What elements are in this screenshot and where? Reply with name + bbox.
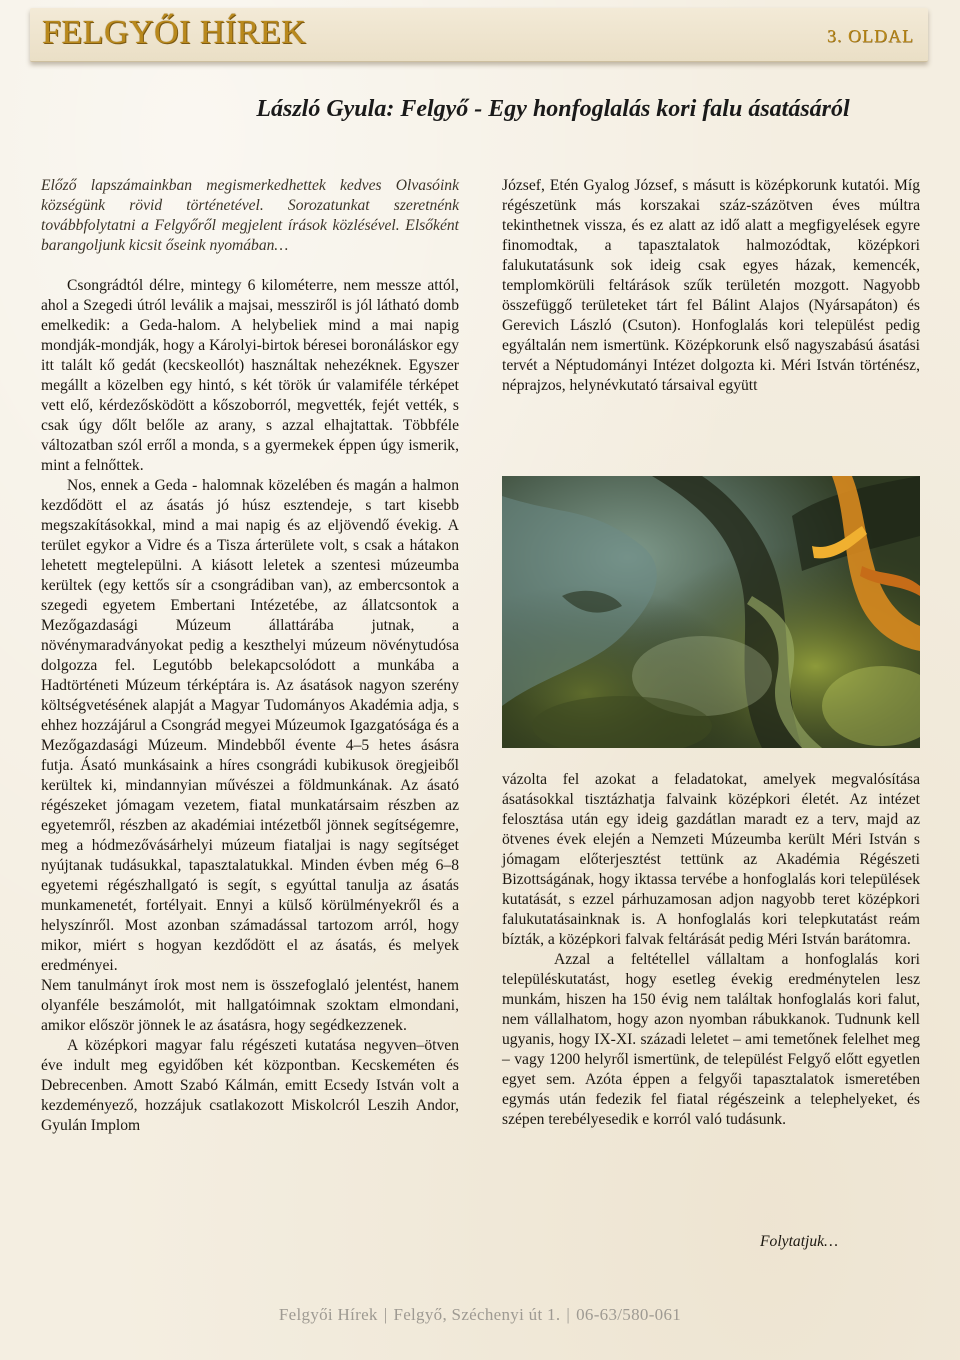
footer-phone: 06-63/580-061 [576, 1305, 682, 1324]
right-column-top [502, 176, 920, 396]
paragraph-5: József, Etén Gyalog József, s másutt is középkorunk kutatói. Míg régészetünk más korszakai száz-százötven éves múltra tekinthetnek vissza, és ez alatt az idő alatt a megfigyelések egyre finomodtak, a tapasztalatok halmozódtak, középkori falukutatásunk sok ideig csak egyes házak, kemencék, templomkörüli feltárások szűk területén mozgott. Nagyobb összefüggő területeket tárt fel Bálint Alajos (Nyársapáton) és Gerevich László (Csuton). Honfoglalás kori települést pedig egyáltalán nem ismertünk. Középkorunk első nagyszabású ásatási tervét a Néptudományi Intézet dolgozta ki. Méri István történész, néprajzos, helynévkutató társaival együtt [502, 177, 920, 394]
continued-note: Folytatjuk… [760, 1233, 838, 1250]
paragraph-1: Csongrádtól délre, mintegy 6 kilométerre, nem messze attól, ahol a Szegedi útról leválik a majsai, messziről is jól látható domb emelkedik: a Geda-halom. A helybeliek mind a mai napig mondják-mondják, hogy a Károlyi-birtok béresei boronáláskor egy itt talált kő gedát (kecskeollót) használtak nehezéknek. Egyszer megállt a közelben egy hintó, s két török úr valamiféle térképet vett elő, kérdezősködött a kőszoborról, megvették, fejét vették, s csak úgy dőlt belőle az arany, s azzal elhajtattak. Többféle változatban szól erről a monda, s a gyermekek éppen úgy ismerik, mint a felnőttek. [41, 277, 459, 474]
footer-address: Felgyő, Széchenyi út 1. [393, 1305, 561, 1324]
page-footer [0, 1305, 960, 1325]
intro-text: Előző lapszámainkban megismerkedhettek kedves Olvasóink községünk rövid történetével. Sorozatunkat szeretnénk továbbfolytatni a Felgyőről megjelent írások közlésével. Elsőként barangoljunk kicsit őseink nyomában… [41, 177, 459, 254]
left-column [41, 176, 459, 1136]
paragraph-7: Azzal a feltétellel vállaltam a honfoglalás kori településkutatást, hogy esetleg évekig eredménytelen lesz munkám, hiszen ha 150 évig nem találtak honfoglalás kori falut, nem vállalhatom, hogy azon nyomban rábukkanok. Tudnunk kell ugyanis, hogy IX-XI. századi leletet – ami temetőnek felelhet meg – vagy 1200 helyről ismertünk, de települést Felgyő előtt egyetlen egyet sem. Azóta éppen a felgyői tapasztalatok ismeretében egymás után fedezik fel fiatal régészeink a telephelyeket, és szépen terebélyesedik e korról való tudásunk. [502, 951, 920, 1128]
right-column-bottom [502, 770, 920, 1130]
paragraph-2: Nos, ennek a Geda - halomnak közelében és magán a halmon kezdődött el az ásatás jó húsz esztendeje, s tart kisebb megszakításokkal, mind a mai napig és az eljövendő évekig. A terület egykor a Vidre és a Tisza árterülete volt, s csak a hátakon lehetett megtelepülni. A kiásott leletek a szentesi múzeumba kerültek (egy kettős sír a csongrádiban van), az embercsontok a szegedi egyetem Embertani Intézetébe, az állatcsontok a Mezőgazdasági Múzeum állattárába jutnak, a növénymaradványokat pedig a keszthelyi múzeum növénytudósa dolgozza fel. Legutóbb belekapcsolódott a munkába a Hadtörténeti Múzeum térképtára is. Az ásatások nagyon szerény költségvetésének alapját a Magyar Tudományos Akadémia adja, s ehhez hozzájárul a Csongrád megyei Múzeumok Igazgatósága és a Mezőgazdasági Múzeum. Mindebből évente 4–5 hetes ásásra futja. Ásató munkásaink a híres csongrádi kubikusok öregjeiből kerültek ki, mindannyian művészei a földmunkának. Az ásató régészeket jómagam vezetem, fiatal munkatársaim részben az egyetemről, részben az akadémiai intézetből jönnek segítségemre, meg a hódmezővásárhelyi múzeum fiataljai is nagy segítséget nyújtanak tudásukkal, tapasztalatukkal. Minden évben még 6–8 egyetemi régészhallgató is segít, s egyúttal tanulja az ásatás munkamenetét, fortélyait. Ennyi a külső körülményekről és a helyszínről. Most azonban számadással tartozom arról, hogy mikor, miért s hogyan kezdődött el az ásatás, és melyek eredményei. [41, 477, 459, 974]
page-number: 3. OLDAL [827, 26, 914, 46]
painting-illustration [502, 476, 920, 748]
footer-publication: Felgyői Hírek [278, 1305, 378, 1324]
publication-title: FELGYŐI HÍREK [42, 14, 307, 51]
paragraph-6: vázolta fel azokat a feladatokat, amelyek megvalósítása ásatásokkal tisztázhatja falvaink középkori életét. Az intézet felosztása után egy ideig gazdátlan maradt ez a terv, majd az ötvenes évek elején a Nemzeti Múzeumba került Méri István s jómagam előterjesztést tettünk az Akadémia Régészeti Bizottságának, hogy iktassa tervébe a honfoglalás kori települések kutatását, s ezzel párhuzamosan adjon nagyobb teret középkori falukutatásainknak is. A honfoglalás kori telepkutatást reám bízták, a középkori falvak feltárását pedig Méri István barátomra. [502, 771, 920, 948]
paragraph-4: A középkori magyar falu régészeti kutatása negyven–ötven éve indult meg egyidőben két központban. Kecskeméten és Debrecenben. Amott Szabó Kálmán, emitt Ecsedy István volt a kezdeményező, hozzájuk csatlakozott Miskolcról Leszih Andor, Gyulán Implom [41, 1037, 459, 1134]
article-title: László Gyula: Felgyő - Egy honfoglalás kori falu ásatásáról [256, 96, 850, 122]
paragraph-3: Nem tanulmányt írok most nem is összefoglaló jelentést, hanem olyanféle beszámolót, mit hallgatóimnak szoktam elmondani, amikor először jönnek le az ásatásra, hogy segédkezzenek. [41, 977, 459, 1034]
footer-separator: | [566, 1305, 571, 1324]
abstract-painting-image [502, 476, 920, 748]
footer-separator: | [383, 1305, 388, 1324]
header-banner [30, 8, 928, 62]
